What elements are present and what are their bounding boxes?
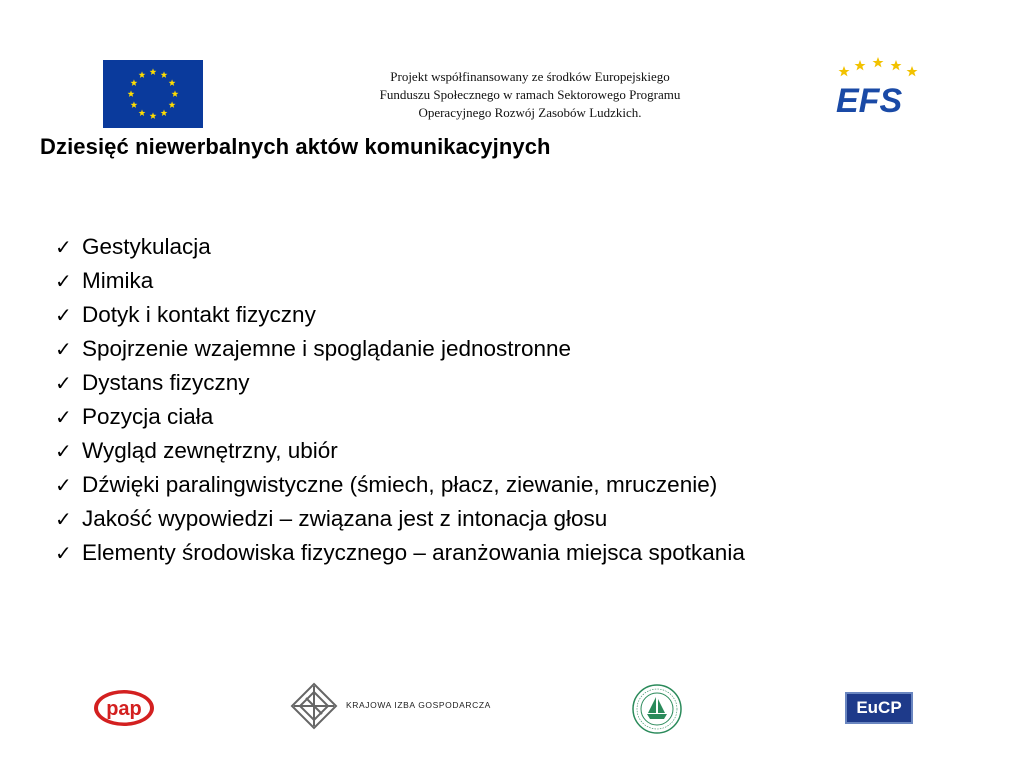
list-item (55, 434, 745, 468)
pap-logo (92, 688, 156, 728)
list-item (55, 298, 745, 332)
list-item-text: Wygląd zewnętrzny, ubiór (82, 438, 338, 463)
ship-icon (647, 697, 667, 719)
list-item (55, 502, 745, 536)
eu-star-icon (150, 68, 157, 75)
eu-star-icon (131, 79, 138, 86)
eu-star-icon (172, 90, 179, 97)
sgh-seal-logo (630, 683, 684, 735)
eu-flag-stars (103, 60, 203, 128)
pap-logo-text: pap (106, 698, 142, 720)
eu-star-icon (139, 109, 146, 116)
eu-star-icon (161, 109, 168, 116)
eu-star-icon (169, 79, 176, 86)
slide-title: Dziesięć niewerbalnych aktów komunikacyjnych (40, 134, 551, 159)
kig-logo-text: KRAJOWA IZBA GOSPODARCZA (346, 700, 491, 710)
list-item (55, 400, 745, 434)
efs-logo (830, 56, 925, 118)
efs-logo-text: EFS (836, 82, 903, 118)
eu-star-icon (161, 71, 168, 78)
checkmark-icon: ✓ (55, 405, 72, 429)
eucp-logo: EuCP (845, 692, 913, 724)
eu-star-icon (131, 101, 138, 108)
list-item (55, 468, 745, 502)
caption-line: Funduszu Społecznego w ramach Sektorowego Programu (379, 87, 681, 102)
list-item (55, 332, 745, 366)
list-item (55, 536, 745, 570)
list-item-text: Dźwięki paralingwistyczne (śmiech, płacz, ziewanie, mruczenie) (82, 472, 718, 497)
list-item (55, 366, 745, 400)
eu-star-icon (128, 90, 135, 97)
bullet-list (55, 230, 745, 570)
checkmark-icon: ✓ (55, 303, 72, 327)
list-item-text: Spojrzenie wzajemne i spoglądanie jednostronne (82, 336, 572, 361)
eu-star-icon (169, 101, 176, 108)
list-item (55, 230, 745, 264)
checkmark-icon: ✓ (55, 473, 72, 497)
eu-star-icon (139, 71, 146, 78)
checkmark-icon: ✓ (55, 235, 72, 259)
list-item-text: Gestykulacja (82, 234, 211, 259)
checkmark-icon: ✓ (55, 439, 72, 463)
checkmark-icon: ✓ (55, 269, 72, 293)
checkmark-icon: ✓ (55, 541, 72, 565)
checkmark-icon: ✓ (55, 337, 72, 361)
project-caption (330, 68, 730, 122)
eu-star-icon (150, 112, 157, 119)
list-item (55, 264, 745, 298)
list-item-text: Elementy środowiska fizycznego – aranżowania miejsca spotkania (82, 540, 745, 565)
caption-line: Projekt współfinansowany ze środków Europejskiego (390, 69, 670, 84)
list-item-text: Jakość wypowiedzi – związana jest z intonacja głosu (82, 506, 608, 531)
list-item-text: Dotyk i kontakt fizyczny (82, 302, 316, 327)
efs-stars-icon (839, 57, 918, 76)
eu-flag-icon (103, 60, 203, 128)
caption-line: Operacyjnego Rozwój Zasobów Ludzkich. (418, 105, 642, 120)
list-item-text: Mimika (82, 268, 154, 293)
kig-emblem-icon (292, 684, 336, 728)
list-item-text: Pozycja ciała (82, 404, 214, 429)
checkmark-icon: ✓ (55, 371, 72, 395)
list-item-text: Dystans fizyczny (82, 370, 250, 395)
checkmark-icon: ✓ (55, 507, 72, 531)
